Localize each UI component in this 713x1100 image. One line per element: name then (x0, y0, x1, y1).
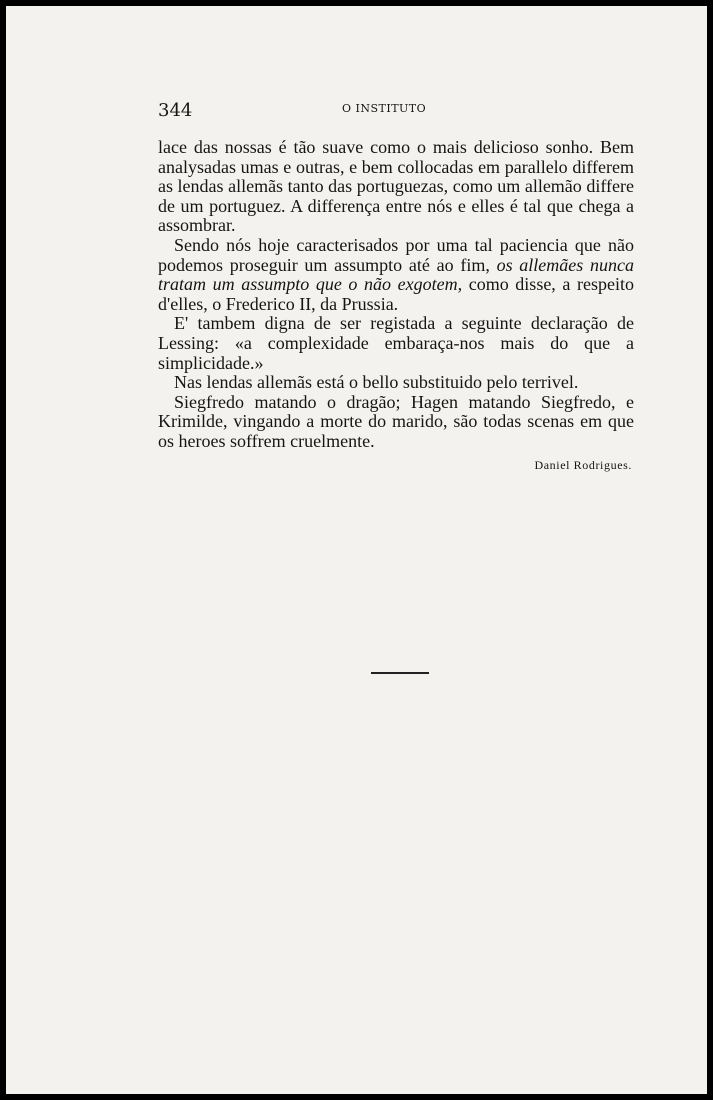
author-signature: Daniel Rodrigues. (534, 457, 632, 472)
paragraph-2-start: Sendo nós hoje caracterisados por uma tal paciencia que não podemos proseguir um assumpto até ao fim, (158, 234, 634, 275)
paragraph-2 (158, 236, 634, 314)
section-divider-rule (371, 672, 429, 674)
page-header (158, 96, 634, 124)
paragraph-1: lace das nossas é tão suave como o mais delicioso sonho. Bem analysadas umas e outras, e bem collocadas em parallelo differem as lendas allemãs tanto das portuguezas, como um allemão differe de um portuguez. A differença entre nós e elles é tal que chega a assombrar. (158, 137, 634, 236)
page-content (158, 96, 634, 473)
page-number: 344 (158, 100, 193, 121)
paragraph-3: E' tambem digna de ser registada a seguinte declaração de Lessing: «a complexidade embaraça-nos mais do que a simplicidade.» (158, 313, 634, 373)
paragraph-4: Nas lendas allemãs está o bello substituido pelo terrivel. (174, 372, 579, 393)
article-body (158, 138, 634, 452)
paragraph-5: Siegfredo matando o dragão; Hagen matando Siegfredo, e Krimilde, vingando a morte do marido, são todas scenas em que os heroes soffrem cruelmente. (158, 391, 634, 451)
paragraph-2-end: como disse, a respeito d'elles, o Frederico II, da Prussia. (158, 274, 634, 314)
document-page (6, 6, 707, 1094)
paragraph-2-italic-quote: os allemães nunca tratam um assumpto que o não exgotem, (158, 254, 634, 295)
running-title: O INSTITUTO (342, 102, 427, 115)
